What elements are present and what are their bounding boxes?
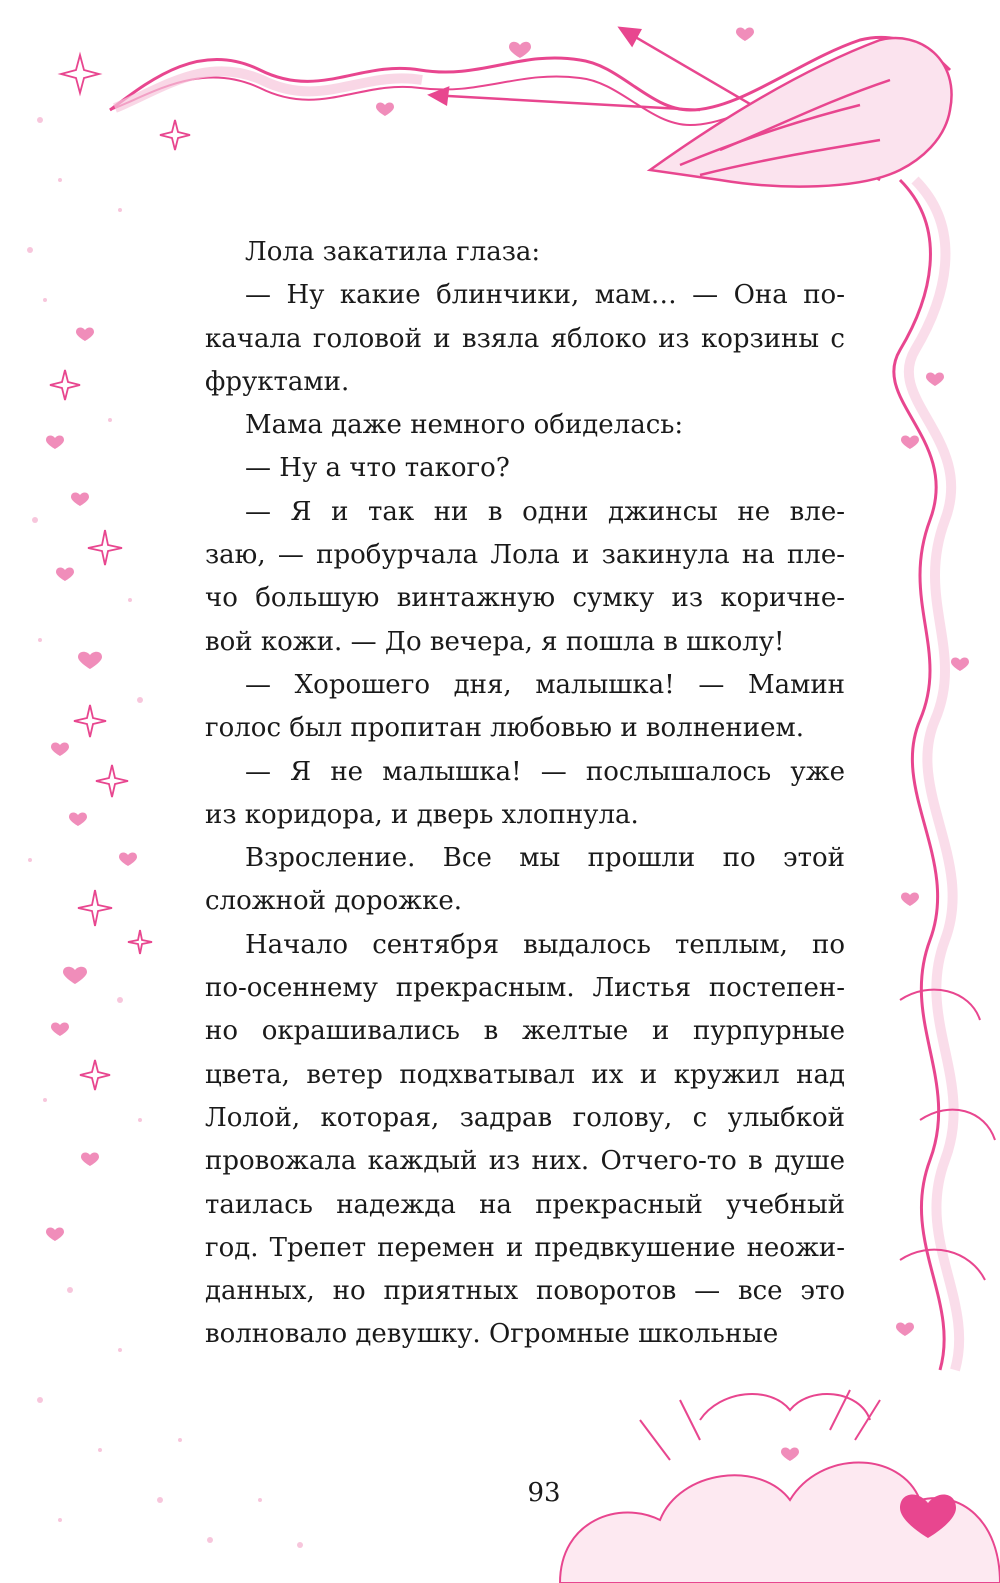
text-line: — Хорошего дня, малышка! — Мамин	[245, 669, 845, 700]
body-text	[205, 231, 845, 1357]
text-line: — Я и так ни в одни джинсы не вле-	[245, 496, 845, 527]
paragraph	[205, 404, 845, 447]
paragraph	[205, 491, 845, 664]
paragraph	[205, 231, 845, 274]
text-line: вой кожи. — До вечера, я пошла в школу!	[205, 626, 785, 657]
text-line: волновало девушку. Огромные школьные	[205, 1319, 779, 1350]
paragraph	[205, 447, 845, 490]
text-line: данных, но приятных поворотов — все это	[205, 1276, 845, 1307]
text-line: Лолой, которая, задрав голову, с улыбкой	[205, 1102, 845, 1133]
text-line: — Ну какие блинчики, мам… — Она по-	[245, 280, 845, 311]
text-line: из коридора, и дверь хлопнула.	[205, 799, 639, 830]
text-line: чо большую винтажную сумку из коричне-	[205, 583, 845, 614]
text-line: год. Трепет перемен и предвкушение неожи-	[205, 1232, 845, 1263]
paragraph	[205, 837, 845, 924]
text-line: заю, — пробурчала Лола и закинула на пле-	[205, 540, 845, 571]
text-line: Начало сентября выдалось теплым, по	[245, 929, 845, 960]
text-line: цвета, ветер подхватывал их и кружил над	[205, 1059, 845, 1090]
text-line: Мама даже немного обиделась:	[245, 410, 684, 441]
text-line: но окрашивались в желтые и пурпурные	[205, 1016, 845, 1047]
text-line: Лола закатила глаза:	[245, 237, 541, 267]
paragraph	[205, 924, 845, 1357]
text-line: Взросление. Все мы прошли по этой	[245, 843, 845, 874]
text-line: сложной дорожке.	[205, 886, 463, 917]
page-number: 93	[527, 1478, 561, 1508]
text-line: качала головой и взяла яблоко из корзины с	[205, 323, 845, 354]
text-line: фруктами.	[205, 366, 350, 397]
text-line: — Я не малышка! — послышалось уже	[245, 756, 845, 787]
angel-wing-icon	[650, 38, 952, 186]
paragraph	[205, 664, 845, 751]
text-line: таилась надежда на прекрасный учебный	[205, 1189, 845, 1220]
paragraph	[205, 751, 845, 838]
paragraph	[205, 274, 845, 404]
text-line: — Ну а что такого?	[245, 453, 510, 484]
text-line: голос был пропитан любовью и волнением.	[205, 713, 804, 744]
text-line: по-осеннему прекрасным. Листья постепен-	[205, 973, 845, 1004]
text-line: провожала каждый из них. Отчего-то в душе	[205, 1146, 845, 1177]
